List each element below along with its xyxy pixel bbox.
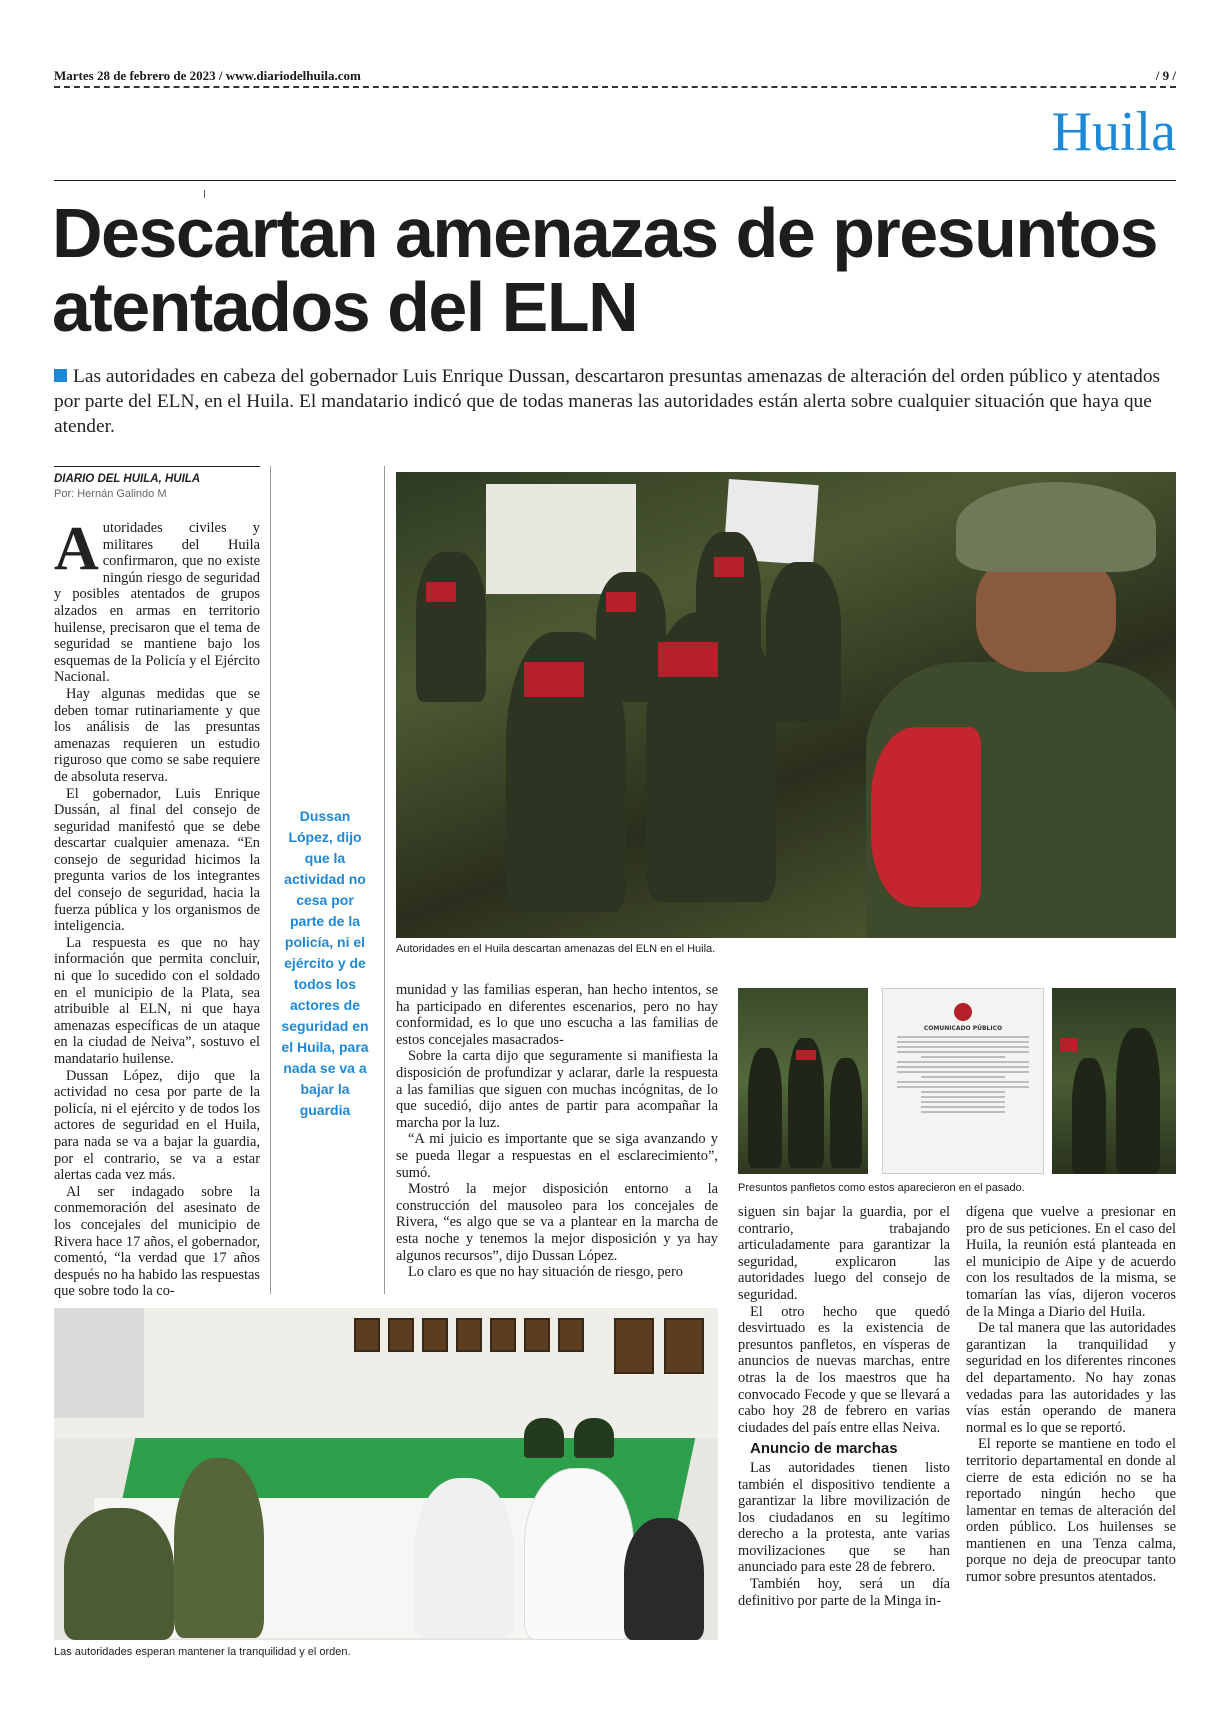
article-paragraph: El reporte se mantiene en todo el territorio departamental en donde al cierre de esta edición no se ha reportado ningún hecho que lamentar en temas de alteración del orden público. Los huilenses se mantienen en una Tenza calma, porque no deja de preocupar tanto rumor sobre presuntos atentados. <box>966 1436 1176 1586</box>
police-officer <box>574 1418 614 1458</box>
article-paragraph: El gobernador, Luis Enrique Dussán, al final del consejo de seguridad manifestó que se debe descartar cualquier amenaza. “En consejo de seguridad hicimos la pregunta varios de los integrantes del consejo de seguridad, hacia la fuerza pública y los organismos de inteligencia. <box>54 785 260 935</box>
deck-text: Las autoridades en cabeza del gobernador Luis Enrique Dussan, descartaron presuntas amenazas de alteración del orden público y atentados por parte del ELN, en el Huila. El mandatario indicó que de todas maneras las autoridades están alerta sobre cualquier situación que haya que atender. <box>54 366 1161 437</box>
projection-screen <box>54 1308 144 1418</box>
guerrilla-figure <box>748 1048 782 1168</box>
guerrilla-figure <box>830 1058 862 1168</box>
pamphlet-document <box>882 988 1044 1174</box>
communique-title: COMUNICADO PÚBLICO <box>923 1025 1003 1032</box>
article-column-1 <box>54 515 261 1300</box>
communique <box>883 989 1043 1173</box>
red-mask <box>658 642 718 677</box>
portrait-frame <box>558 1318 584 1352</box>
article-paragraph: Lo claro es que no hay situación de riesgo, pero <box>408 1264 683 1281</box>
drop-cap: A <box>54 515 99 583</box>
communique-text-lines <box>891 1036 1035 1113</box>
official-seated <box>524 1468 634 1640</box>
soldier-seated <box>64 1508 174 1640</box>
portrait-frame <box>490 1318 516 1352</box>
soldier-seated <box>174 1458 264 1638</box>
article-paragraph: Sobre la carta dijo que seguramente si manifiesta la disposición de profundizar y aclarar, darle la respuesta a las familias que siguen con muchas incógnitas, de lo que sucedió, dijo antes de partir para acompañar la marcha por la luz. <box>396 1048 718 1131</box>
eln-logo-icon <box>954 1003 972 1021</box>
red-mask <box>1060 1038 1078 1052</box>
office-chair <box>624 1518 704 1640</box>
deck <box>54 364 1174 439</box>
red-mask <box>524 662 584 697</box>
article-column-3 <box>738 1204 950 1609</box>
guerrilla-figure <box>766 562 841 722</box>
folio-page-number: / 9 / <box>1155 68 1176 83</box>
bush-hat <box>956 482 1156 572</box>
red-mask <box>606 592 636 612</box>
article-column-2 <box>396 982 718 1281</box>
folio-date-line: Martes 28 de febrero de 2023 / www.diariodelhuila.com <box>54 68 361 83</box>
red-mask <box>714 557 744 577</box>
article-paragraph: El otro hecho que quedó desvirtuado es la existencia de presuntos panfletos, en vísperas de anuncios de nuevas marchas, entre otras la de los maestros que ha convocado Fecode y que se llevará a cabo hoy 28 de febrero en varias ciudades del país entre ellas Neiva. <box>738 1303 950 1436</box>
main-photo-caption: Autoridades en el Huila descartan amenazas del ELN en el Huila. <box>396 943 716 955</box>
article-paragraph: siguen sin bajar la guardia, por el contrario, trabajando articuladamente para garantizar la seguridad, explicaron las autoridades luego del consejo de seguridad. <box>738 1204 950 1303</box>
police-officer <box>524 1418 564 1458</box>
portrait-frame <box>388 1318 414 1352</box>
eln-armband <box>871 727 981 907</box>
article-column-4 <box>966 1204 1176 1586</box>
article-paragraph: dígena que vuelve a presionar en pro de sus peticiones. En el caso del Huila, la reunión está planteada en el municipio de Aipe y de acuerdo con los resultados de la misma, se tomarían las vías, dijeron voceros de la Minga a Diario del Huila. <box>966 1204 1176 1320</box>
red-mask <box>796 1050 816 1060</box>
article-paragraph: Dussan López, dijo que la actividad no cesa por parte de la policía, ni el ejército y de todos los actores de seguridad en el Huila, para nada se va a bajar la guardia, por el contrario, se va a estar alertas cada vez más. <box>54 1067 260 1184</box>
section-title: Huila <box>1051 101 1176 163</box>
portrait-frame <box>422 1318 448 1352</box>
article-paragraph: De tal manera que las autoridades garantizan la tranquilidad y seguridad en los diferentes rincones del departamento. No hay zonas vedadas para las autoridades y las vías están operando de manera normal es lo que se reportó. <box>966 1320 1176 1436</box>
article-paragraph: Hay algunas medidas que se deben tomar rutinariamente y que los análisis de las presuntas amenazas requieren un estudio riguroso que como se sabe requiere de absoluta reserva. <box>54 685 260 785</box>
guerrilla-figure <box>1116 1028 1160 1174</box>
article-paragraph: Mostró la mejor disposición entorno a la construcción del mausoleo para los concejales de Rivera, “es algo que se va a plantear en la marcha de esta noche y tenemos la mejor disposición y ya hay algunos recursos”, dijo Dussan López. <box>396 1181 718 1264</box>
byline <box>54 466 260 500</box>
column-divider <box>270 466 271 1294</box>
article-paragraph: Autoridades civiles y militares del Huila confirmaron, que no existe ningún riesgo de seguridad y posibles atentados de grupos alzados en armas en territorio huilense, precisaron que el tema de seguridad se mantiene bajo los esquemas de la Policía y el Ejército Nacional. <box>54 515 260 686</box>
guerrilla-figure <box>416 552 486 702</box>
article-paragraph: Al ser indagado sobre la conmemoración del asesinato de los concejales del municipio de Rivera hace 17 años, el gobernador, comentó, “la verdad que 17 años después no ha habido las respuestas que sobre todo la co- <box>54 1183 261 1300</box>
column-divider <box>384 466 385 1294</box>
byline-source: DIARIO DEL HUILA, HUILA <box>54 473 201 485</box>
deck-square-icon <box>54 369 67 382</box>
security-council-photo <box>54 1308 718 1640</box>
red-mask <box>426 582 456 602</box>
article-paragraph: Las autoridades tienen listo también el dispositivo tendiente a garantizar la libre movilización de los ciudadanos en su legítimo derecho a la protesta, ante varias movilizaciones que se han anunciado para este 28 de febrero. <box>738 1459 950 1576</box>
article-subhead: Anuncio de marchas <box>750 1440 898 1458</box>
article-paragraph: La respuesta es que no hay información que permita concluir, ni que lo sucedido con el soldado en el municipio de la Plata, sea atribuible al ELN, ni que haya amenazas específicas de un ataque en la ciudad de Neiva”, sostuvo el mandatario huilense. <box>54 934 260 1067</box>
article-paragraph: munidad y las familias esperan, han hecho intentos, se ha participado en diferentes escenarios, pero no hay conformidad, es lo que uno escucha a las familias de estos concejales masacrados- <box>396 982 718 1048</box>
guerrilla-figure <box>1072 1058 1106 1174</box>
byline-author: Por: Hernán Galindo M <box>54 488 167 500</box>
pull-quote: Dussan López, dijo que la actividad no cesa por parte de la policía, ni el ejército y de todos los actores de seguridad en el Huila, para nada se va a bajar la guardia <box>281 808 369 1118</box>
portrait-frame <box>664 1318 704 1374</box>
article-paragraph: “A mi juicio es importante que se siga avanzando y se pueda llegar a respuestas en el esclarecimiento”, sumó. <box>396 1131 718 1181</box>
portrait-frame <box>614 1318 654 1374</box>
official-seated <box>414 1478 514 1638</box>
main-photo-eln-members <box>396 472 1176 938</box>
page-folio <box>54 68 1176 88</box>
meeting-photo-caption: Las autoridades esperan mantener la tranquilidad y el orden. <box>54 1646 351 1658</box>
headline: Descartan amenazas de presuntos atentados del ELN <box>52 194 1158 346</box>
portrait-frame <box>524 1318 550 1352</box>
portrait-frame <box>354 1318 380 1352</box>
pamphlet-caption: Presuntos panfletos como estos aparecieron en el pasado. <box>738 1182 1025 1194</box>
pamphlet-photo-right <box>1052 988 1176 1174</box>
pamphlet-photo-left <box>738 988 868 1174</box>
portrait-frame <box>456 1318 482 1352</box>
section-rule <box>54 180 1176 181</box>
article-paragraph: También hoy, será un día definitivo por parte de la Minga in- <box>738 1576 950 1609</box>
